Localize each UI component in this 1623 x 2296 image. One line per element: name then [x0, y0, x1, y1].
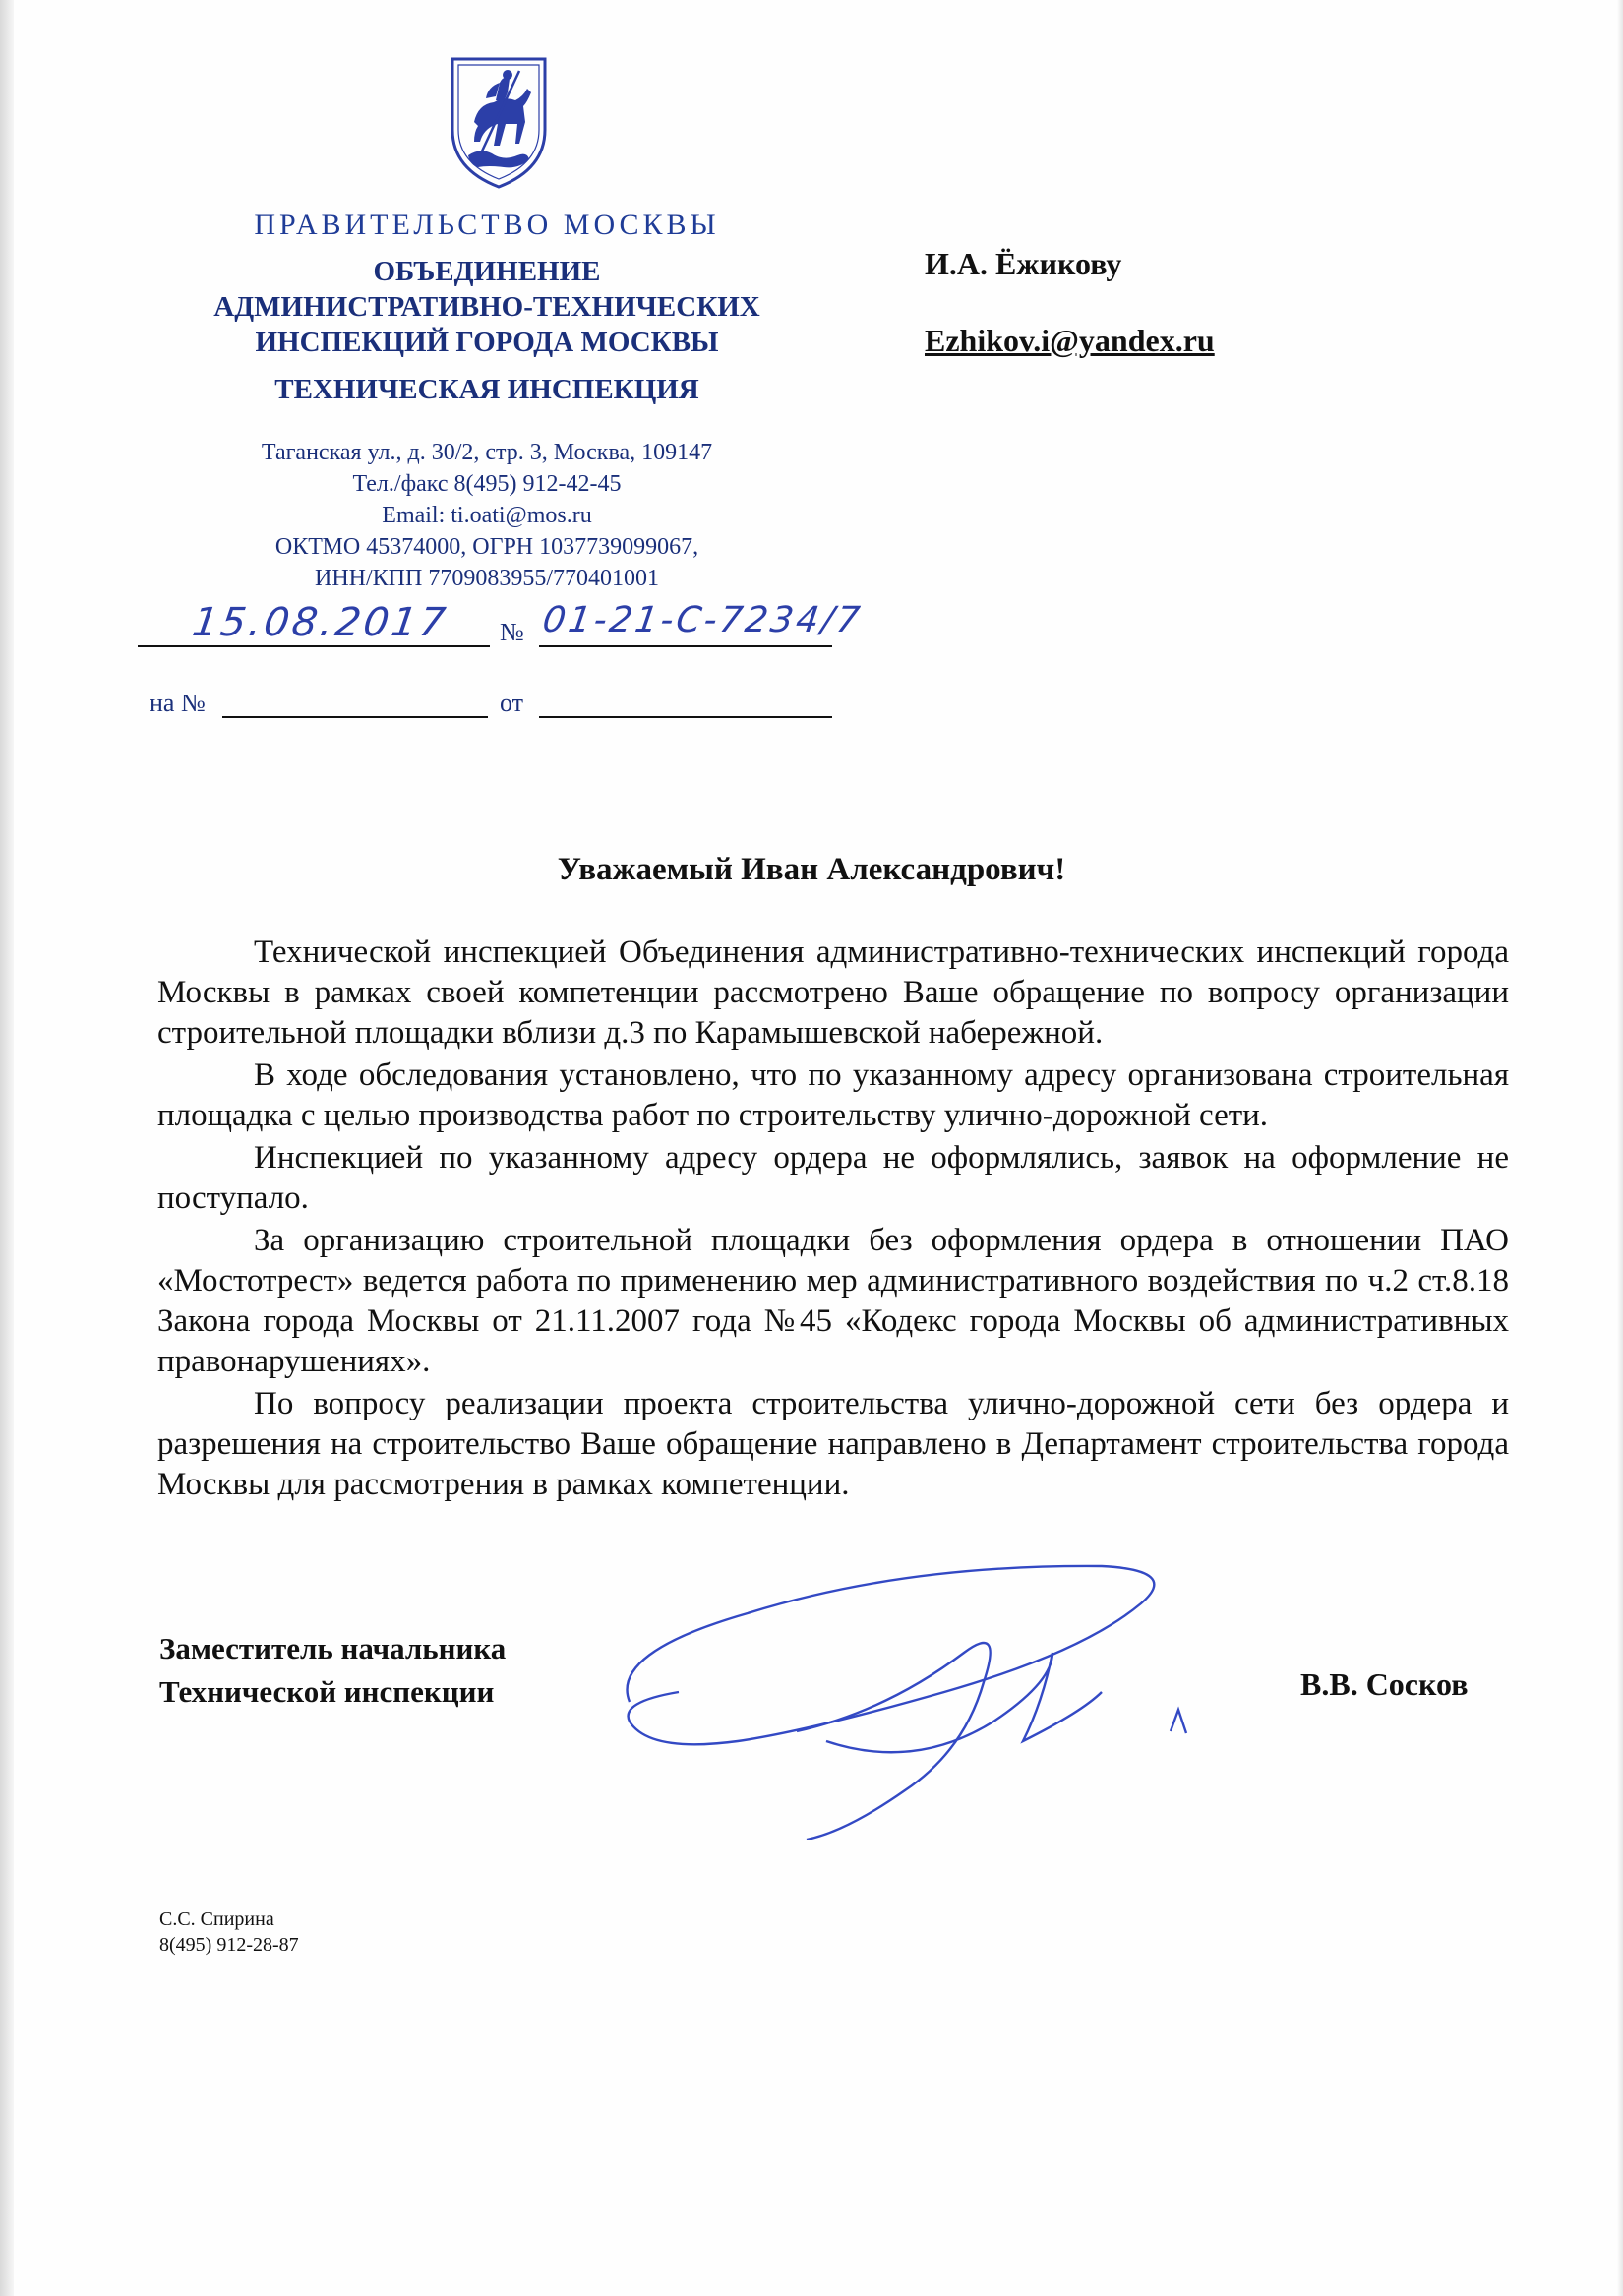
body-paragraph: Технической инспекцией Объединения административно-технических инспекций города Москвы в рамках своей компетенции рассмотрено Ваше обращение по вопросу организации строительной площадки вблизи д.3 по Карамышевской набережной.: [157, 935, 1509, 1051]
recipient-name: И.А. Ёжикову: [925, 246, 1122, 281]
contacts-block: [138, 437, 836, 594]
registration-date: 15.08.2017: [189, 600, 451, 645]
greeting: Уважаемый Иван Александрович!: [557, 852, 1066, 887]
contact-address: Таганская ул., д. 30/2, стр. 3, Москва, 109147: [261, 440, 713, 465]
union-name-line: ОБЪЕДИНЕНИЕ: [373, 256, 601, 287]
scan-edge-right: [1617, 0, 1623, 2296]
recipient-email: Ezhikov.i@yandex.ru: [925, 323, 1215, 358]
letter-body: [157, 933, 1509, 1507]
contact-inn: ИНН/КПП 7709083955/770401001: [314, 566, 659, 591]
signatory-name: В.В. Сосков: [1300, 1666, 1469, 1702]
reply-to-line: [222, 716, 488, 718]
body-paragraph: За организацию строительной площадки без оформления ордера в отношении ПАО «Мостотрест» ведется работа по применению мер административного воздействия по ч.2 ст.8.18 Закона города Москвы от 21.11.2007 года №45 «Кодекс города Москвы об административных правонарушениях».: [157, 1223, 1509, 1379]
number-line: [539, 645, 832, 647]
executor-name: С.С. Спирина: [159, 1908, 274, 1930]
contact-phone: Тел./факс 8(495) 912-42-45: [352, 471, 622, 497]
from-label: от: [500, 689, 524, 717]
signatory-title-line: Заместитель начальника: [159, 1631, 507, 1665]
department-name: ТЕХНИЧЕСКАЯ ИНСПЕКЦИЯ: [274, 374, 699, 405]
body-paragraph: По вопросу реализации проекта строительства улично-дорожной сети без ордера и разрешения на строительство Ваше обращение направлено в Департамент строительства города Москвы для рассмотрения в рамках компетенции.: [157, 1386, 1509, 1502]
executor-phone: 8(495) 912-28-87: [159, 1934, 299, 1956]
union-name-line: ИНСПЕКЦИЙ ГОРОДА МОСКВЫ: [255, 327, 719, 358]
date-line: [138, 645, 490, 647]
union-name-line: АДМИНИСТРАТИВНО-ТЕХНИЧЕСКИХ: [213, 291, 760, 323]
reply-to-label: на №: [150, 689, 206, 717]
body-paragraph: В ходе обследования установлено, что по указанному адресу организована строительная площадка с целью производства работ по строительству улично-дорожной сети.: [157, 1057, 1509, 1133]
contact-ogrn: ОКТМО 45374000, ОГРН 1037739099067,: [274, 534, 699, 560]
union-name: [138, 254, 836, 360]
executor-block: [159, 1906, 299, 1958]
registration-number: 01-21-С-7234/7: [540, 600, 866, 640]
number-sign: №: [500, 618, 524, 646]
signatory-title: [159, 1627, 506, 1714]
government-name: ПРАВИТЕЛЬСТВО МОСКВЫ: [254, 209, 720, 241]
body-paragraph: Инспекцией по указанному адресу ордера не оформлялись, заявок на оформление не поступало.: [157, 1140, 1509, 1216]
scan-edge-left: [0, 0, 14, 2296]
handwritten-signature: [590, 1544, 1239, 1840]
signatory-title-line: Технической инспекции: [159, 1674, 495, 1709]
moscow-coat-of-arms-icon: [445, 53, 553, 191]
contact-email: Email: ti.oati@mos.ru: [382, 503, 592, 528]
from-line: [539, 716, 832, 718]
